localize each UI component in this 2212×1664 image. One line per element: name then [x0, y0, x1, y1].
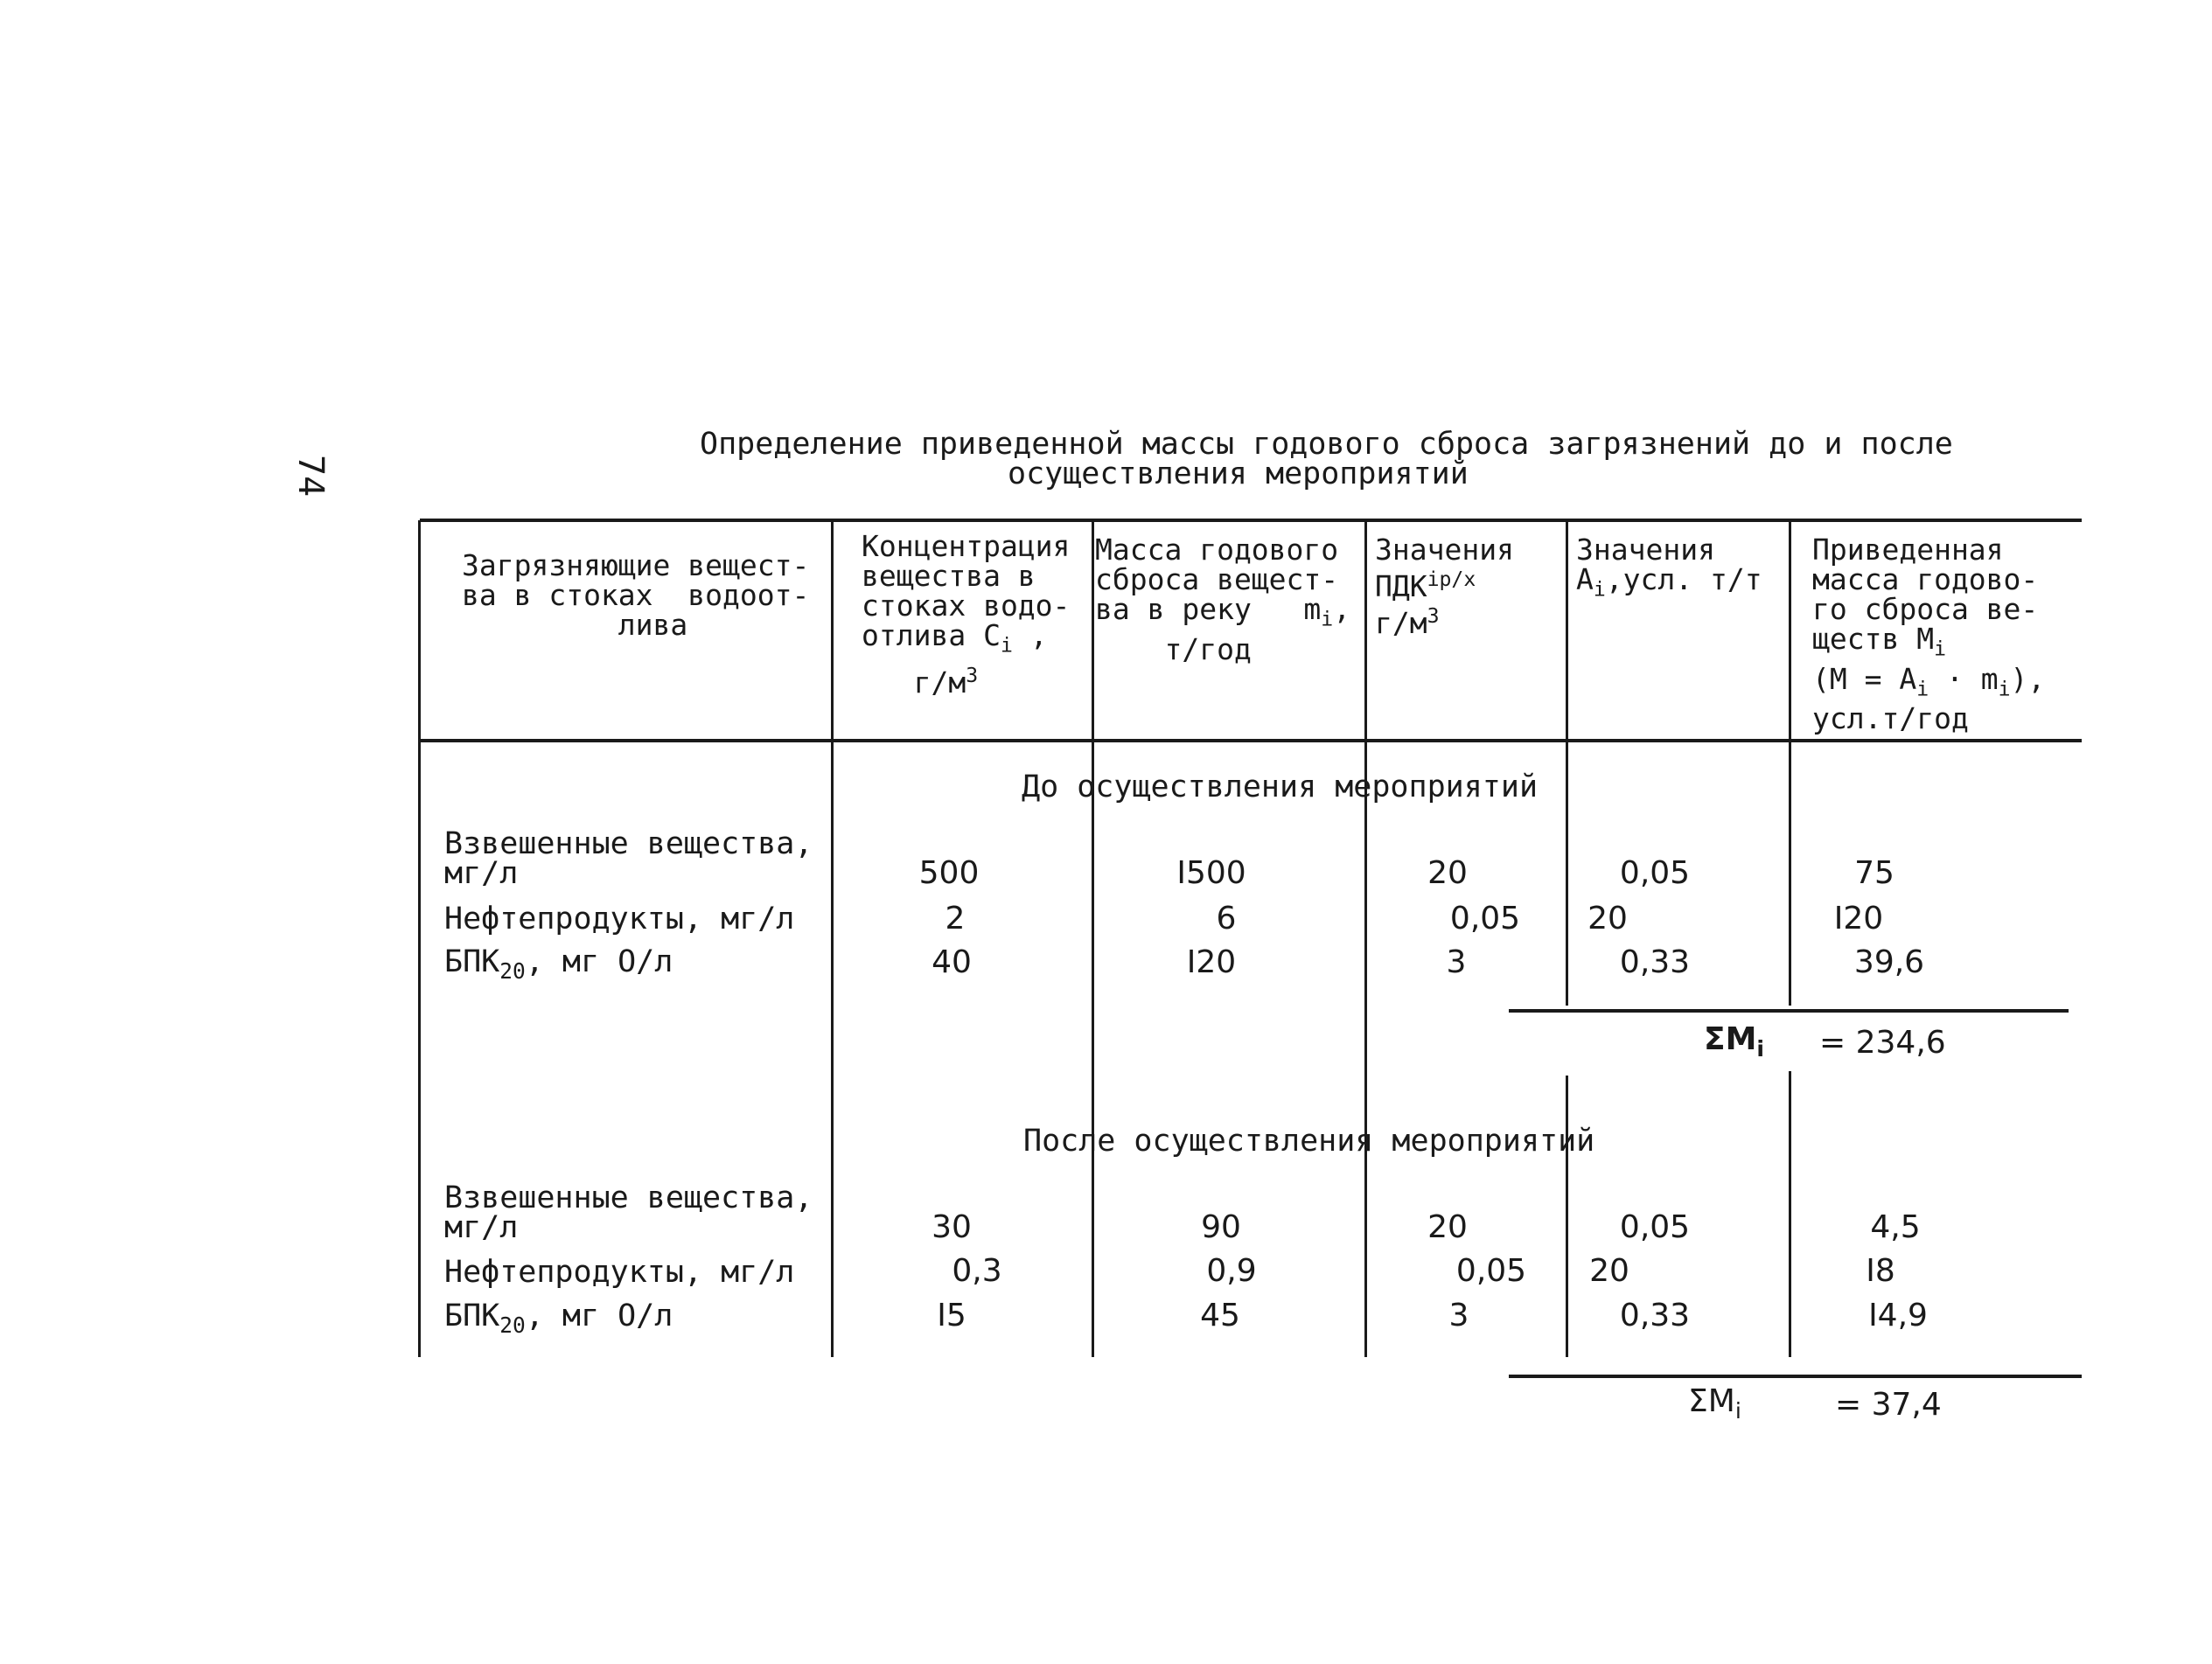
- cell-ai: 20: [1589, 1253, 1629, 1289]
- cell-mass: I20: [1186, 944, 1237, 980]
- cell-mac: 0,05: [1455, 1253, 1527, 1289]
- sum-value-before: = 234,6: [1819, 1025, 1946, 1061]
- cell-mac: 0,05: [1449, 901, 1521, 936]
- header-mac-values: Значения $ПДК^{iр/х}$ $г/м^3$: [1375, 533, 1514, 640]
- sum-value-after: = 37,4: [1835, 1387, 1942, 1423]
- cell-concentration: 0,3: [952, 1253, 1002, 1289]
- cell-reduced-mass: I20: [1833, 901, 1884, 936]
- cell-mass: I500: [1176, 855, 1246, 891]
- cell-mass: 0,9: [1206, 1253, 1257, 1289]
- cell-mass: 6: [1216, 901, 1237, 936]
- cell-mac: 20: [1427, 1209, 1468, 1245]
- section-title-after: После осуществления мероприятий: [1023, 1124, 1595, 1159]
- cell-mass: 45: [1200, 1298, 1240, 1333]
- header-reduced-mass: Приведенная масса годово- го сброса ве- ществ $M_i$ $(M = A_i \cdot m_i)$, усл.т/год: [1812, 533, 2046, 736]
- cell-concentration: 40: [932, 944, 972, 980]
- cell-mac: 3: [1446, 944, 1467, 980]
- title-line-2: осуществления мероприятий: [1008, 456, 1469, 491]
- sum-rule-2: [1509, 1375, 2082, 1378]
- row-name: Нефтепродукты, мг/л: [444, 902, 795, 936]
- cell-concentration: 30: [932, 1209, 972, 1245]
- row-name: $БПК_{20}$, мг O/л: [444, 944, 673, 984]
- cell-ai: 20: [1587, 901, 1628, 936]
- header-concentration: Концентрация вещества в стоках водо- отлива $C_i$ , $г/м^3$: [862, 529, 1071, 700]
- section-title-before: До осуществления мероприятий: [1022, 769, 1539, 804]
- cell-reduced-mass: 4,5: [1870, 1209, 1921, 1245]
- row-name: Взвешенные вещества, мг/л: [444, 1180, 813, 1245]
- cell-mac: 3: [1448, 1298, 1469, 1333]
- col-line-4b: [1566, 1076, 1568, 1357]
- page-number: 74: [290, 455, 331, 498]
- col-line-0: [418, 520, 421, 1357]
- col-line-5a: [1789, 520, 1791, 1006]
- row-name: $БПК_{20}$, мг O/л: [444, 1298, 673, 1338]
- sum-rule-1: [1509, 1009, 2069, 1013]
- cell-concentration: 500: [918, 855, 980, 891]
- cell-concentration: I5: [937, 1298, 966, 1333]
- cell-ai: 0,05: [1619, 1209, 1691, 1245]
- header-ai-values: Значения $A_i,усл$. т/т: [1576, 533, 1762, 602]
- header-annual-mass: Масса годового сброса вещест- ва в реку $m_i$, т/год: [1095, 533, 1351, 666]
- row-name: Нефтепродукты, мг/л: [444, 1255, 795, 1290]
- header-pollutants: Загрязняющие вещест- ва в стоках водоот- лива: [462, 548, 810, 642]
- col-line-2: [1092, 520, 1094, 1357]
- cell-ai: 0,33: [1619, 944, 1691, 980]
- header-bottom-rule: [420, 739, 2082, 742]
- cell-reduced-mass: I8: [1866, 1253, 1895, 1289]
- cell-ai: 0,05: [1619, 855, 1691, 891]
- cell-ai: 0,33: [1619, 1298, 1691, 1333]
- cell-reduced-mass: I4,9: [1868, 1298, 1928, 1333]
- col-line-3: [1364, 520, 1367, 1357]
- row-name: Взвешенные вещества, мг/л: [444, 826, 813, 891]
- table-top-rule: [420, 519, 2082, 522]
- sum-label-after: $\Sigma M_i$: [1688, 1383, 1741, 1424]
- title-line-1: Определение приведенной массы годового сброса загрязнений до и после: [700, 427, 1953, 462]
- cell-reduced-mass: 75: [1854, 855, 1895, 891]
- col-line-5b: [1789, 1071, 1791, 1357]
- col-line-1: [831, 520, 834, 1357]
- cell-reduced-mass: 39,6: [1853, 944, 1925, 980]
- sum-label-before: $\Sigma M_i$: [1704, 1021, 1765, 1062]
- cell-mac: 20: [1427, 855, 1468, 891]
- col-line-4a: [1566, 520, 1568, 1006]
- cell-mass: 90: [1201, 1209, 1241, 1245]
- cell-concentration: 2: [945, 901, 966, 936]
